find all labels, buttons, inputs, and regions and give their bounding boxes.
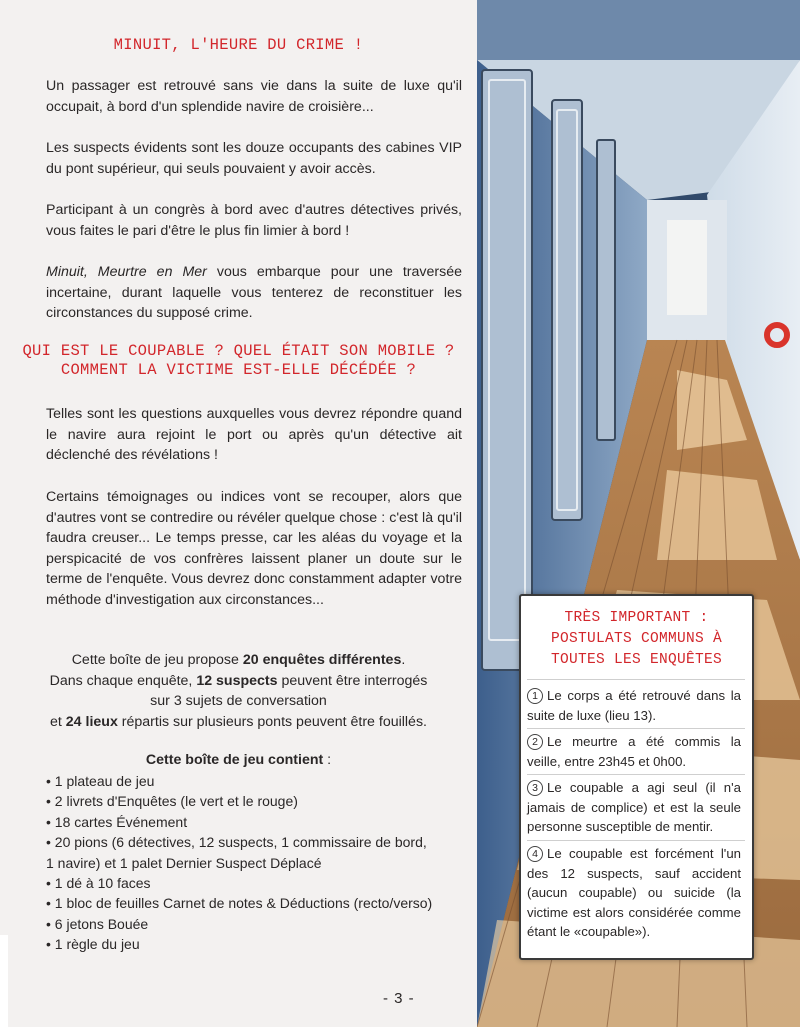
questions-paragraph: Telles sont les questions auxquelles vous devrez répondre quand le navire aura rejoint le port ou après qu'un détective ait déclenché des révélations ! — [46, 406, 462, 464]
box-line4-b: 24 lieux — [65, 713, 118, 730]
postulate-1 — [527, 686, 741, 725]
number-4-icon: 4 — [527, 846, 543, 862]
note-divider — [527, 679, 745, 680]
box-line1-c: . — [401, 652, 406, 668]
box-summary-line-3: sur 3 sujets de conversation — [150, 693, 327, 710]
contents-list — [46, 771, 466, 955]
note-title-line-3: TOUTES LES ENQUÊTES — [550, 652, 723, 668]
list-item: • 6 jetons Bouée — [46, 915, 149, 932]
box-summary — [0, 650, 477, 732]
number-2-icon: 2 — [527, 734, 543, 750]
contents-heading-text: Cette boîte de jeu contient — [145, 752, 324, 768]
postulate-3-text: Le coupable a agi seul (il n'a jamais de complice) et est la seule personne susceptible de mentir. — [527, 780, 741, 835]
box-line2-b: 12 suspects — [196, 672, 278, 689]
postulate-3 — [527, 778, 741, 837]
list-item: • 1 plateau de jeu — [46, 773, 155, 789]
list-item: • 1 bloc de feuilles Carnet de notes & Déductions (recto/verso) — [46, 895, 433, 912]
game-title: Minuit, Meurtre en Mer — [46, 264, 207, 280]
box-line4-a: et — [50, 713, 66, 730]
box-line2-c: peuvent être interrogés — [277, 672, 428, 689]
box-line1-a: Cette boîte de jeu propose — [71, 652, 243, 668]
page-number: - 3 - — [383, 990, 415, 1007]
questions-heading-line-2: COMMENT LA VICTIME EST-ELLE DÉCÉDÉE ? — [60, 361, 417, 379]
postulate-2-text: Le meurtre a été commis la veille, entre 23h45 et 0h00. — [527, 734, 741, 769]
box-line2-a: Dans chaque enquête, — [49, 672, 197, 689]
list-item: • 1 dé à 10 faces — [46, 875, 151, 892]
list-item: • 1 règle du jeu — [46, 936, 140, 953]
note-title-line-1: TRÈS IMPORTANT : — [564, 610, 709, 626]
questions-heading — [0, 342, 477, 380]
note-divider — [527, 728, 745, 729]
important-note-box — [519, 594, 754, 960]
main-heading: MINUIT, L'HEURE DU CRIME ! — [113, 36, 364, 54]
contents-heading-colon: : — [323, 752, 332, 768]
box-summary-line-2 — [0, 671, 477, 692]
postulate-1-text: Le corps a été retrouvé dans la suite de luxe (lieu 13). — [527, 688, 741, 723]
intro-paragraph-4-text: vous embarque pour une traversée incertaine, durant laquelle vous tenterez de reconstituer les circonstances du supposé crime. — [46, 264, 462, 322]
note-divider — [527, 774, 745, 775]
testimony-paragraph: Certains témoignages ou indices vont se recouper, alors que d'autres vont se contredire ou révéler quelque chose : c'est là qu'il faudra creuser... Le temps presse, car les aléas du voyage et la perspicacité de vos confrères laissent planer un doute sur le terme de l'enquête. Vous devrez donc constamment adapter votre méthode d'investigation aux circonstances... — [46, 489, 462, 608]
list-item: 1 navire) et 1 palet Dernier Suspect Déplacé — [46, 854, 322, 871]
intro-paragraph-1: Un passager est retrouvé sans vie dans la suite de luxe qu'il occupait, à bord d'un splendide navire de croisière... — [46, 78, 462, 115]
list-item: • 2 livrets d'Enquêtes (le vert et le rouge) — [46, 793, 298, 810]
number-3-icon: 3 — [527, 780, 543, 796]
postulate-4 — [527, 844, 741, 942]
intro-paragraph-2: Les suspects évidents sont les douze occupants des cabines VIP du pont supérieur, qui seuls pouvaient y avoir accès. — [46, 140, 462, 177]
list-item: • 20 pions (6 détectives, 12 suspects, 1 commissaire de bord, — [46, 834, 427, 851]
contents-heading — [0, 750, 477, 771]
note-title-line-2: POSTULATS COMMUNS À — [550, 631, 723, 647]
questions-heading-line-1: QUI EST LE COUPABLE ? QUEL ÉTAIT SON MOBILE ? — [22, 342, 455, 360]
box-line1-b: 20 enquêtes différentes — [242, 652, 402, 668]
box-summary-line-1 — [0, 650, 477, 671]
number-1-icon: 1 — [527, 688, 543, 704]
box-summary-line-4 — [0, 712, 477, 733]
box-line4-c: répartis sur plusieurs ponts peuvent être fouillés. — [117, 713, 427, 730]
postulate-2 — [527, 732, 741, 771]
note-title — [521, 608, 752, 671]
intro-paragraph-4 — [46, 262, 462, 324]
intro-paragraph-3: Participant à un congrès à bord avec d'autres détectives privés, vous faites le pari d'être le plus fin limier à bord ! — [46, 202, 462, 239]
note-divider — [527, 840, 745, 841]
postulate-4-text: Le coupable est forcément l'un des 12 suspects, sauf accident (aucun coupable) ou suicide (la victime est alors considérée comme étant le «coupable»). — [527, 846, 741, 940]
list-item: • 18 cartes Événement — [46, 813, 188, 830]
corner-mark — [0, 935, 8, 1027]
